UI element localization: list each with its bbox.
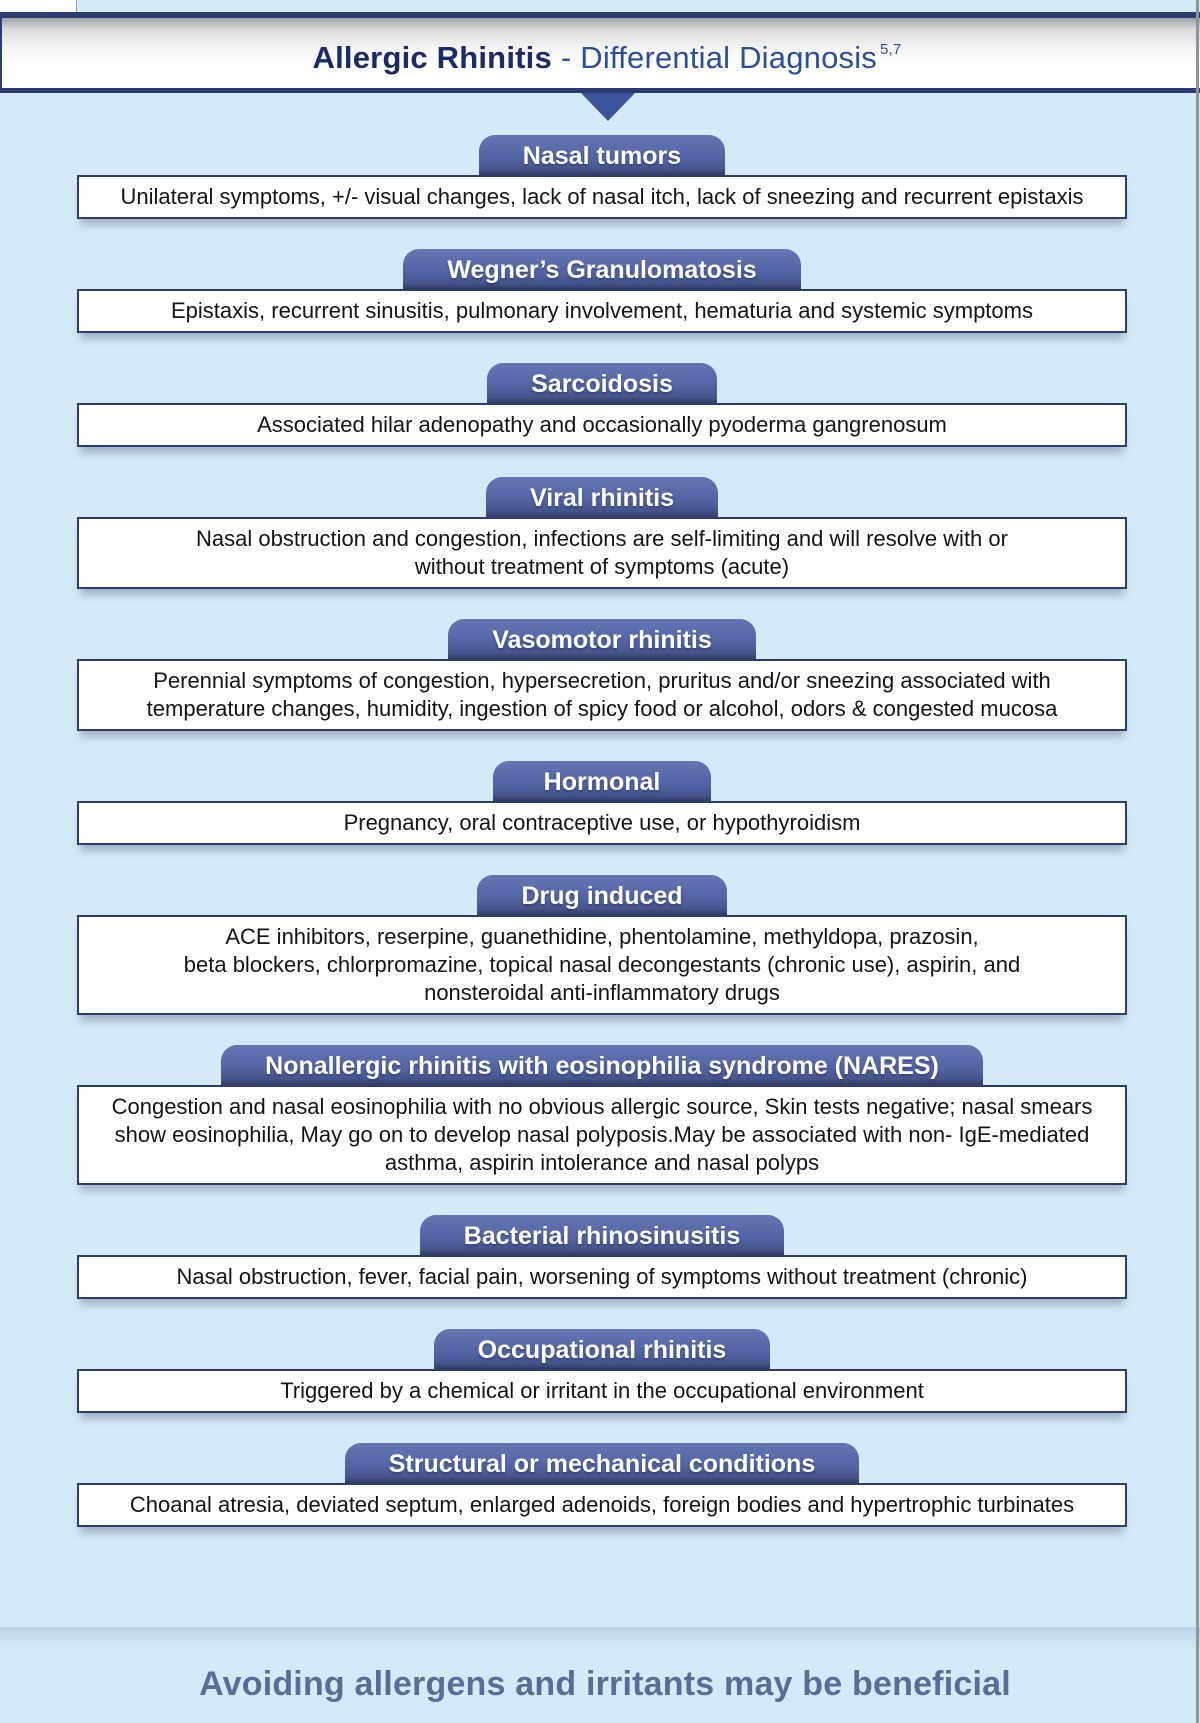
diagnosis-section xyxy=(77,1329,1127,1413)
page-title-main: Allergic Rhinitis xyxy=(312,39,552,75)
page-corner-artifact xyxy=(0,0,77,12)
diagnosis-description: Associated hilar adenopathy and occasionally pyoderma gangrenosum xyxy=(257,412,947,437)
diagnosis-description: Triggered by a chemical or irritant in the occupational environment xyxy=(280,1378,924,1403)
diagnosis-description: Nasal obstruction and congestion, infections are self-limiting and will resolve with or without treatment of symptoms (acute) xyxy=(196,526,1008,579)
diagnosis-name: Nonallergic rhinitis with eosinophilia syndrome (NARES) xyxy=(265,1052,939,1080)
top-strip xyxy=(0,0,1200,12)
diagnosis-description: Unilateral symptoms, +/- visual changes, lack of nasal itch, lack of sneezing and recurrent epistaxis xyxy=(120,184,1084,209)
diagnosis-description-box xyxy=(77,289,1127,333)
diagnosis-section xyxy=(77,875,1127,1015)
title-band xyxy=(0,18,1200,88)
diagnosis-description-box xyxy=(77,659,1127,731)
diagnosis-name: Vasomotor rhinitis xyxy=(492,626,712,654)
diagnosis-name: Occupational rhinitis xyxy=(477,1336,727,1364)
diagnosis-name: Drug induced xyxy=(521,882,683,910)
diagnosis-description-box xyxy=(77,1483,1127,1527)
diagnosis-list xyxy=(77,121,1127,1527)
footer-shade xyxy=(0,1627,1200,1649)
reference-superscript: 5,7 xyxy=(880,40,902,58)
diagnosis-description-box xyxy=(77,915,1127,1015)
footer-message: Avoiding allergens and irritants may be beneficial xyxy=(199,1665,1011,1703)
diagnosis-name: Nasal tumors xyxy=(522,142,682,170)
diagnosis-name: Viral rhinitis xyxy=(529,484,675,512)
diagnosis-description-box xyxy=(77,801,1127,845)
diagnosis-name: Sarcoidosis xyxy=(531,370,673,398)
diagnosis-description: Epistaxis, recurrent sinusitis, pulmonary involvement, hematuria and systemic symptoms xyxy=(171,298,1033,323)
diagnosis-description: ACE inhibitors, reserpine, guanethidine, phentolamine, methyldopa, prazosin, beta blockers, chlorpromazine, topical nasal decongestants (chronic use), aspirin, and nonsteroidal anti-inflammatory drugs xyxy=(183,924,1021,1005)
diagnosis-description: Pregnancy, oral contraceptive use, or hypothyroidism xyxy=(343,810,861,835)
page-title-subtitle: - Differential Diagnosis xyxy=(560,39,878,75)
diagnosis-section xyxy=(77,619,1127,731)
diagnosis-section xyxy=(77,1443,1127,1527)
diagnosis-name: Bacterial rhinosinusitis xyxy=(463,1222,741,1250)
diagnosis-description-box xyxy=(77,403,1127,447)
diagnosis-name: Wegner’s Granulomatosis xyxy=(447,256,757,284)
diagnosis-description: Congestion and nasal eosinophilia with no obvious allergic source, Skin tests negative; nasal smears show eosinophilia, May go on to develop nasal polyposis.May be associated with non- IgE-mediated asthma, aspirin intolerance and nasal polyps xyxy=(111,1094,1093,1175)
diagnosis-description-box xyxy=(77,175,1127,219)
diagnosis-section xyxy=(77,363,1127,447)
diagnosis-description: Choanal atresia, deviated septum, enlarged adenoids, foreign bodies and hypertrophic turbinates xyxy=(129,1492,1075,1517)
diagnosis-section xyxy=(77,135,1127,219)
diagnosis-description-box xyxy=(77,1255,1127,1299)
diagnosis-section xyxy=(77,1045,1127,1185)
diagnosis-name: Structural or mechanical conditions xyxy=(388,1450,816,1478)
diagnosis-section xyxy=(77,761,1127,845)
diagnosis-section xyxy=(77,249,1127,333)
diagnosis-description-box xyxy=(77,517,1127,589)
diagnosis-section xyxy=(77,1215,1127,1299)
diagnosis-description-box xyxy=(77,1369,1127,1413)
diagnosis-description: Perennial symptoms of congestion, hypersecretion, pruritus and/or sneezing associated with temperature changes, humidity, ingestion of spicy food or alcohol, odors & congested mucosa xyxy=(146,668,1058,721)
down-arrow-icon xyxy=(581,93,635,121)
footer xyxy=(0,1665,1200,1704)
diagnosis-description-box xyxy=(77,1085,1127,1185)
page-title xyxy=(313,34,902,73)
diagnosis-section xyxy=(77,477,1127,589)
diagnosis-description: Nasal obstruction, fever, facial pain, worsening of symptoms without treatment (chronic) xyxy=(176,1264,1028,1289)
diagnosis-name: Hormonal xyxy=(543,768,661,796)
